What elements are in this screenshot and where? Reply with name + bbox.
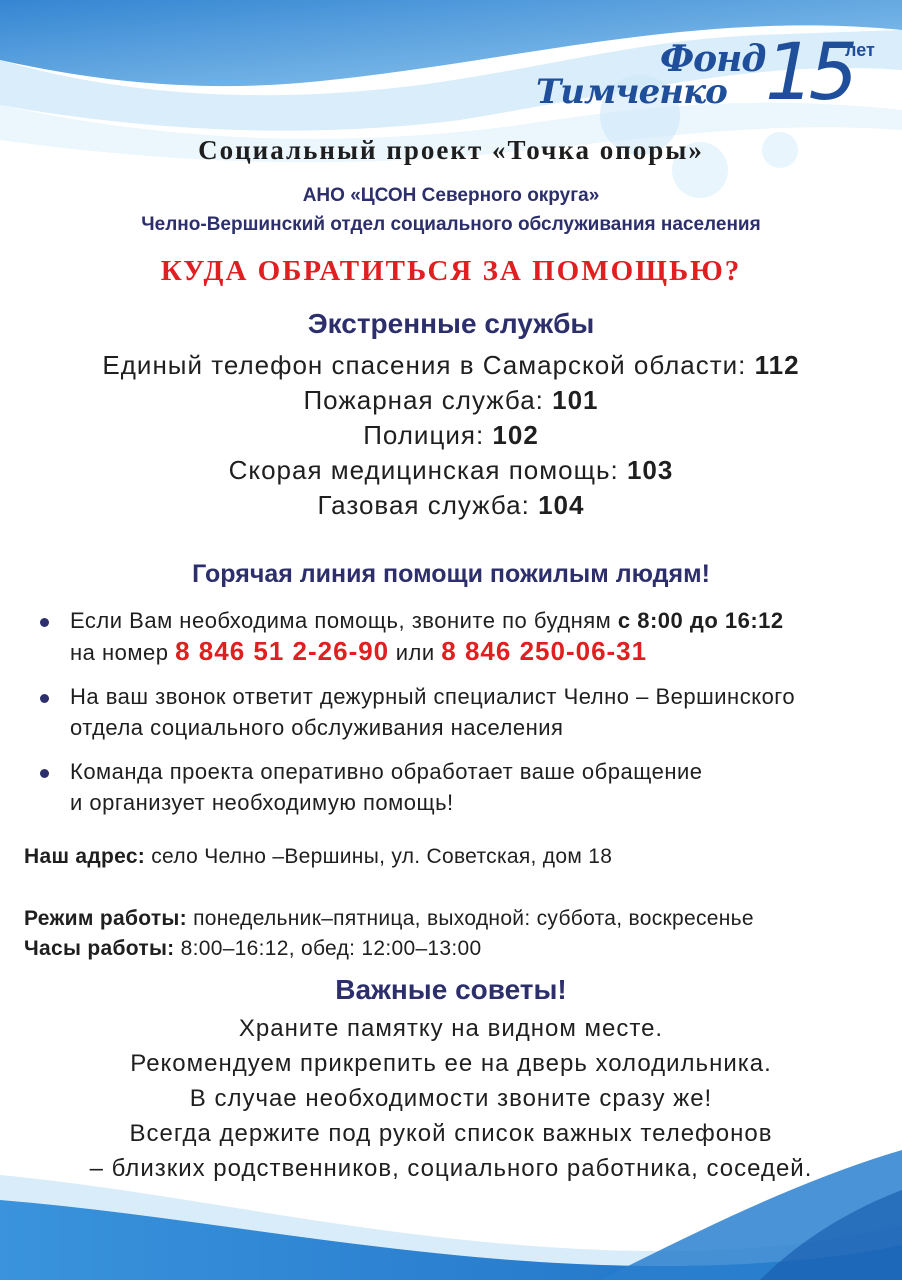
hotline-phone-1: 8 846 51 2-26-90 bbox=[175, 636, 390, 666]
tips-list bbox=[0, 1011, 902, 1186]
work-mode-value: понедельник–пятница, выходной: суббота, воскресенье bbox=[186, 907, 754, 930]
logo-fond-text: Фонд bbox=[660, 38, 766, 80]
emergency-label: Скорая медицинская помощь: bbox=[228, 455, 627, 485]
logo-years-word: лет bbox=[845, 40, 875, 60]
emergency-item bbox=[0, 488, 902, 523]
emergency-item bbox=[0, 383, 902, 418]
bullet-text: Если Вам необходима помощь, звоните по будням bbox=[70, 608, 618, 633]
department-name: Челно-Вершинский отдел социального обслуживания населения bbox=[141, 214, 761, 235]
emergency-item bbox=[0, 348, 902, 383]
bullet-item bbox=[38, 756, 888, 818]
emergency-label: Газовая служба: bbox=[317, 490, 539, 520]
emergency-label: Полиция: bbox=[363, 420, 493, 450]
bullet-dot-icon bbox=[40, 769, 49, 778]
emergency-title: Экстренные службы bbox=[307, 308, 595, 339]
bullet-text: На ваш звонок ответит дежурный специалист Челно – Вершинского bbox=[70, 684, 796, 709]
main-headline: КУДА ОБРАТИТЬСЯ ЗА ПОМОЩЬЮ? bbox=[160, 255, 742, 287]
emergency-item bbox=[0, 453, 902, 488]
emergency-number: 104 bbox=[538, 490, 585, 520]
tip-line: – близких родственников, социального работника, соседей. bbox=[89, 1155, 813, 1182]
hotline-title: Горячая линия помощи пожилым людям! bbox=[192, 560, 710, 588]
fond-timchenko-logo bbox=[530, 28, 890, 124]
emergency-number: 102 bbox=[492, 420, 539, 450]
address-label: Наш адрес: bbox=[24, 845, 146, 868]
emergency-list bbox=[0, 348, 902, 523]
emergency-number: 103 bbox=[626, 455, 674, 485]
bullet-text: отдела социального обслуживания населения bbox=[70, 715, 564, 740]
address-line bbox=[24, 845, 612, 869]
bullet-dot-icon bbox=[40, 694, 49, 703]
tips-title: Важные советы! bbox=[335, 974, 567, 1005]
tip-line: Всегда держите под рукой список важных телефонов bbox=[129, 1120, 773, 1147]
emergency-label: Пожарная служба: bbox=[303, 385, 553, 415]
work-mode-label: Режим работы: bbox=[24, 907, 187, 930]
logo-years-number: 15 bbox=[765, 28, 853, 118]
tip-line: Рекомендуем прикрепить ее на дверь холодильника. bbox=[130, 1050, 772, 1077]
bullet-text: на номер bbox=[70, 640, 176, 665]
bullet-text: и организует необходимую помощь! bbox=[70, 790, 454, 815]
hotline-bullets bbox=[38, 605, 888, 831]
work-hours-label: Часы работы: bbox=[24, 937, 175, 960]
emergency-number: 101 bbox=[552, 385, 599, 415]
work-hours-line bbox=[24, 937, 481, 961]
bullet-dot-icon bbox=[40, 618, 49, 627]
address-value: село Челно –Вершины, ул. Советская, дом 18 bbox=[145, 845, 613, 868]
bullet-item bbox=[38, 681, 888, 743]
hotline-phone-2: 8 846 250-06-31 bbox=[441, 636, 648, 666]
emergency-item bbox=[0, 418, 902, 453]
tip-line: В случае необходимости звоните сразу же! bbox=[189, 1085, 713, 1112]
bullet-text: Команда проекта оперативно обработает ваше обращение bbox=[70, 759, 703, 784]
organization-name: АНО «ЦСОН Северного округа» bbox=[302, 185, 600, 206]
work-mode-line bbox=[24, 907, 754, 931]
logo-timchenko-text: Тимченко bbox=[536, 72, 727, 112]
hotline-hours: с 8:00 до 16:12 bbox=[617, 608, 784, 633]
emergency-number: 112 bbox=[754, 350, 800, 380]
project-title: Социальный проект «Точка опоры» bbox=[198, 135, 704, 165]
emergency-label: Единый телефон спасения в Самарской области: bbox=[102, 350, 755, 380]
work-hours-value: 8:00–16:12, обед: 12:00–13:00 bbox=[174, 937, 482, 960]
bullet-text: или bbox=[389, 640, 442, 665]
bullet-item bbox=[38, 605, 888, 668]
tip-line: Храните памятку на видном месте. bbox=[238, 1015, 664, 1042]
